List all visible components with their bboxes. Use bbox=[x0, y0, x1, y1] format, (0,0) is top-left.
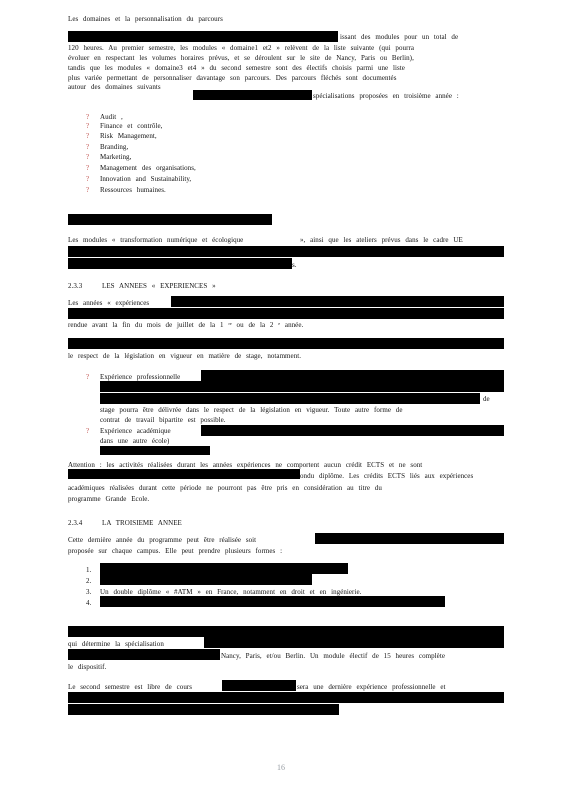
redaction-bar bbox=[201, 425, 504, 436]
redaction-bar bbox=[201, 370, 504, 381]
paragraph-line: », ainsi que les ateliers prévus dans le cadre UE bbox=[300, 236, 463, 244]
attention-note: ondu diplôme. Les crédits ECTS liés aux expériences bbox=[300, 472, 474, 480]
list-item: Ressources humaines. bbox=[100, 186, 166, 194]
redaction-bar bbox=[100, 596, 445, 607]
paragraph-line: le respect de la législation en vigueur en matière de stage, notamment. bbox=[68, 352, 302, 360]
paragraph-line: stage pourra être délivrée dans le respect de la législation en vigueur. Toute autre forme de bbox=[100, 406, 403, 414]
paragraph-line: sera une dernière expérience professionnelle et bbox=[297, 683, 446, 691]
bullet-marker: ? bbox=[86, 143, 90, 151]
redaction-bar bbox=[68, 626, 504, 637]
redaction-bar bbox=[100, 563, 348, 574]
list-item: Branding, bbox=[100, 143, 129, 151]
list-number: 4. bbox=[86, 599, 92, 607]
redaction-bar bbox=[68, 258, 292, 269]
redaction-bar bbox=[68, 246, 504, 257]
list-item: Marketing, bbox=[100, 153, 132, 161]
bullet-marker: ? bbox=[86, 186, 90, 194]
paragraph-line: Les modules « transformation numérique et écologique bbox=[68, 236, 244, 244]
redaction-bar bbox=[100, 446, 210, 455]
redaction-bar bbox=[193, 90, 312, 100]
paragraph-line: de bbox=[483, 395, 490, 403]
paragraph-line: dans une autre école) bbox=[100, 437, 170, 445]
redaction-bar bbox=[68, 469, 300, 479]
redaction-bar bbox=[204, 637, 504, 648]
attention-note: programme Grande Ecole. bbox=[68, 495, 150, 503]
paragraph-line: Le second semestre est libre de cours bbox=[68, 683, 193, 691]
paragraph-line: proposée sur chaque campus. Elle peut prendre plusieurs formes : bbox=[68, 547, 283, 555]
paragraph-line: le dispositif. bbox=[68, 663, 107, 671]
paragraph-line: rendue avant la fin du mois de juillet de la 1 ʳᵉ ou de la 2 ᵉ année. bbox=[68, 321, 304, 329]
bullet-marker: ? bbox=[86, 373, 90, 381]
redaction-bar bbox=[68, 649, 220, 660]
bullet-marker: ? bbox=[86, 122, 90, 130]
section-title: LA TROISIEME ANNEE bbox=[102, 519, 182, 527]
list-item: Un double diplôme « #ATM » en France, notamment en droit et en ingénierie. bbox=[100, 588, 362, 596]
paragraph-line: Nancy, Paris, et/ou Berlin. Un module électif de 15 heures complète bbox=[221, 652, 445, 660]
bullet-marker: ? bbox=[86, 153, 90, 161]
paragraph-line: spécialisations proposées en troisième année : bbox=[313, 92, 459, 100]
paragraph-line: qui détermine la spécialisation bbox=[68, 640, 164, 648]
redaction-bar bbox=[68, 692, 504, 703]
list-number: 2. bbox=[86, 577, 92, 585]
paragraph-line: s. bbox=[292, 261, 297, 269]
bullet-marker: ? bbox=[86, 427, 90, 435]
section-title: LES ANNEES « EXPERIENCES » bbox=[102, 282, 216, 290]
attention-note: Attention : les activités réalisées durant les années expériences ne comportent aucun crédit ECTS et ne sont bbox=[68, 461, 423, 469]
page-number: 16 bbox=[277, 763, 285, 772]
list-item: Management des organisations, bbox=[100, 164, 196, 172]
redaction-bar bbox=[100, 381, 504, 392]
redaction-bar bbox=[68, 31, 338, 42]
list-number: 1. bbox=[86, 566, 92, 574]
paragraph-line: tandis que les modules « domaine3 et4 » du second semestre sont des électifs choisis parmi une liste bbox=[68, 64, 405, 72]
list-item-label: Expérience professionnelle bbox=[100, 373, 181, 381]
attention-note: académiques réalisées durant cette période ne pourront pas être pris en considération au titre du bbox=[68, 484, 382, 492]
list-item: Finance et contrôle, bbox=[100, 122, 163, 130]
paragraph-line: plus variée permettant de personnaliser davantage son parcours. Des parcours fléchés sont documentés bbox=[68, 74, 397, 82]
paragraph-line: Cette dernière année du programme peut être réalisée soit bbox=[68, 536, 257, 544]
redaction-bar bbox=[100, 574, 312, 585]
redaction-bar bbox=[68, 338, 504, 349]
bullet-marker: ? bbox=[86, 113, 90, 121]
list-item-label: Expérience académique bbox=[100, 427, 171, 435]
bullet-marker: ? bbox=[86, 132, 90, 140]
paragraph-line: autour des domaines suivants bbox=[68, 83, 161, 91]
list-item: Innovation and Sustainability, bbox=[100, 175, 192, 183]
paragraph-line: issant des modules pour un total de bbox=[340, 33, 459, 41]
section-number: 2.3.4 bbox=[68, 519, 83, 527]
redaction-bar bbox=[68, 704, 339, 715]
paragraph-line: contrat de travail bipartite est possible. bbox=[100, 416, 226, 424]
paragraph-line: 120 heures. Au premier semestre, les modules « domaine1 et2 » relèvent de la liste suivante (qui pourra bbox=[68, 44, 414, 52]
redaction-bar bbox=[68, 308, 504, 319]
list-number: 3. bbox=[86, 588, 92, 596]
bullet-marker: ? bbox=[86, 175, 90, 183]
paragraph-line: évoluer en respectant les volumes horaires prévus, et se déroulent sur le site de Nancy, Paris ou Berlin), bbox=[68, 54, 414, 62]
redaction-bar bbox=[171, 296, 504, 307]
bullet-marker: ? bbox=[86, 164, 90, 172]
list-item: Risk Management, bbox=[100, 132, 157, 140]
redaction-bar bbox=[222, 680, 296, 691]
section-heading-domaines: Les domaines et la personnalisation du parcours bbox=[68, 15, 223, 23]
redaction-bar bbox=[68, 214, 272, 225]
redaction-bar bbox=[315, 533, 504, 544]
redaction-bar bbox=[100, 393, 480, 404]
paragraph-line: Les années « expériences bbox=[68, 299, 150, 307]
list-item: Audit , bbox=[100, 113, 123, 121]
section-number: 2.3.3 bbox=[68, 282, 83, 290]
